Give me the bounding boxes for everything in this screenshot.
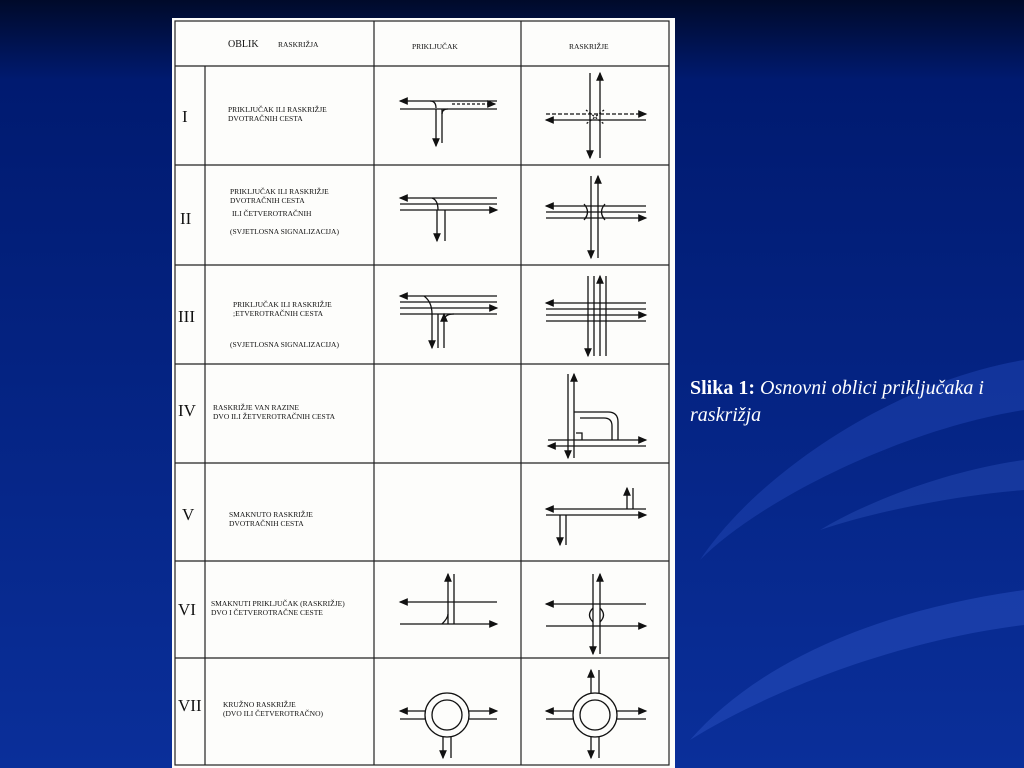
header-raskrizja: RASKRIŽJA bbox=[278, 40, 319, 49]
caption-text: Osnovni oblici priključaka i raskrižja bbox=[690, 377, 984, 426]
row-7-line-2: (DVO ILI ČETVEROTRAČNO) bbox=[223, 709, 323, 718]
row-6-line-2: DVO I ČETVEROTRAČNE CESTE bbox=[211, 608, 323, 617]
header-raskrizje: RASKRIŽJE bbox=[569, 42, 609, 51]
diagram-2-crossroads bbox=[546, 176, 646, 258]
diagram-3-t-junction bbox=[400, 296, 497, 348]
row-numeral-7: VII bbox=[178, 696, 202, 715]
diagram-3-crossroads bbox=[546, 276, 646, 356]
diagram-1-t-junction bbox=[400, 101, 497, 146]
row-7-line-1: KRUŽNO RASKRIŽJE bbox=[223, 700, 296, 709]
diagram-1-crossroads bbox=[546, 73, 646, 158]
row-1-line-2: DVOTRAČNIH CESTA bbox=[228, 114, 303, 123]
diagram-6-offset-crossroads bbox=[546, 574, 646, 654]
header-prikljucak: PRIKLJUČAK bbox=[412, 42, 458, 51]
diagram-5-staggered-crossroads bbox=[546, 488, 646, 545]
scanned-table-sheet bbox=[172, 18, 675, 768]
row-2-line-1: PRIKLJUČAK ILI RASKRIŽJE bbox=[230, 187, 329, 196]
row-numeral-5: V bbox=[182, 505, 195, 524]
figure-caption bbox=[690, 375, 990, 429]
diagram-6-offset-junction bbox=[400, 574, 497, 624]
caption-label: Slika 1: bbox=[690, 377, 756, 399]
row-5-line-1: SMAKNUTO RASKRIŽJE bbox=[229, 510, 313, 519]
row-numeral-6: VI bbox=[178, 600, 196, 619]
row-1-line-1: PRIKLJUČAK ILI RASKRIŽJE bbox=[228, 105, 327, 114]
diagram-2-t-junction bbox=[400, 198, 497, 241]
row-6-line-1: SMAKNUTI PRIKLJUČAK (RASKRIŽJE) bbox=[211, 599, 345, 608]
row-2-line-2: DVOTRAČNIH CESTA bbox=[230, 196, 305, 205]
intersection-table bbox=[172, 18, 675, 768]
row-3-line-3: (SVJETLOSNA SIGNALIZACIJA) bbox=[230, 340, 339, 349]
row-4-line-1: RASKRIŽJE VAN RAZINE bbox=[213, 403, 299, 412]
row-2-line-4: (SVJETLOSNA SIGNALIZACIJA) bbox=[230, 227, 339, 236]
row-4-line-2: DVO ILI ŽETVEROTRAČNIH CESTA bbox=[213, 412, 336, 421]
row-3-line-1: PRIKLJUČAK ILI RASKRIŽJE bbox=[233, 300, 332, 309]
diagram-7-roundabout-junction bbox=[400, 693, 497, 758]
row-numeral-3: III bbox=[178, 307, 195, 326]
diagram-7-roundabout-crossroads bbox=[546, 670, 646, 758]
row-numeral-4: IV bbox=[178, 401, 196, 420]
row-3-line-2: ;ETVEROTRAČNIH CESTA bbox=[233, 309, 324, 318]
header-oblik: OBLIK bbox=[228, 39, 259, 50]
diagram-4-interchange bbox=[548, 374, 646, 458]
row-numeral-1: I bbox=[182, 107, 188, 126]
row-numeral-2: II bbox=[180, 209, 192, 228]
table-grid bbox=[175, 21, 669, 765]
row-5-line-2: DVOTRAČNIH CESTA bbox=[229, 519, 304, 528]
row-2-line-3: ILI ČETVEROTRAČNIH bbox=[232, 209, 312, 218]
